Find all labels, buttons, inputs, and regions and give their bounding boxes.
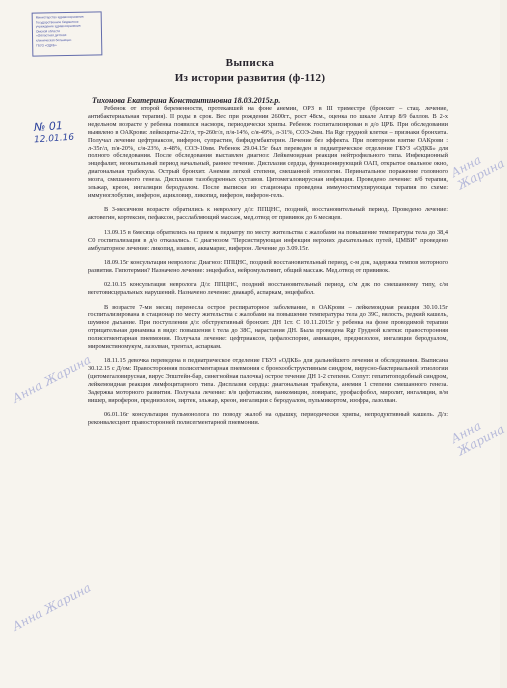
handwritten-date: 12.01.16 — [33, 132, 75, 146]
stamp-line: Министерство здравоохранения — [35, 14, 84, 20]
stamp-line: Омской области — [35, 28, 61, 34]
watermark: Анна Жарина — [9, 352, 94, 406]
stamp-line: ГБУЗ «ОДКБ» — [36, 42, 57, 48]
paragraph: 02.10.15 консультация невролога Д/з: ППЦНС, поздний восстановительный период, с/м дзк по смешанному типу, с/м вегетовисцеральных нарушений. Назначено лечение: диакарб, аспаркам, энцефабол. — [88, 281, 448, 297]
stamp-line: «Областная детская — [35, 33, 67, 38]
hospital-stamp — [32, 11, 103, 56]
paragraph: 18.11.15 девочка переведена в педиатрическое отделение ГБУЗ «ОДКБ» для дальнейшего лечения и обследования. Выписана 30.12.15 с Д/ом: Правосторонняя полисегментарная пневмония с бронхообструктивным синдром, вирусно-бактериальной этиологии (цитомегаловирусная, вирус Эпштейн-бар, синегнойная палочка) острое течение ДН 1-2 степени. Сопут: гепатитоподобный синдром, лейкемоидная реакция лимфоцитарного типа. Дисплазия сердца: диагональная трабекула, анемия 1 степени смешанного генеза. Задержка моторного развития. Получала лечение: в/в цефотаксим, ванкомицин, ловирапс, урофасфобол, миролит, ингаляции, в/м вишер, вироферон, преднизолон, зиртек, эльжар, креон, ингаляции с беродуалом, пульмикортом, изофра, лазолван. — [88, 357, 448, 404]
stamp-line: клиническая больница» — [36, 37, 72, 43]
paragraph: В возрасте 7-ми месяц перенесла острое респираторное заболевание, в ОАКрови – лейкемоидная реакция 30.10.15г госпитализирована в стационар по месту жительства с жалобами на повышение температуры тела до 39С, вялость, редкий кашель, шумное дыхание. При поступлении д/з: обструктивный бронхит. ДН 1ст. С 10.11.2015г у ребенка на фоне проводимой терапии отрицательная динамика в виде: повышения t тела до 38С, нарастания ДН. Была проведена Rgr Грудной клетки: правосторонняя полисегментарная пневмония. Получала лечение: цефтриаксон, цефалоспорин, амикацин, преднизолон, ингаляции беродуалом, миромистиномукум, лазолван, трентал, аспаркам. — [88, 303, 448, 351]
stamp-line: учреждение здравоохранения — [35, 23, 81, 29]
watermark: Анна Жарина — [448, 418, 507, 459]
document-subtitle: Из истории развития (ф-112) — [174, 72, 326, 84]
watermark: Анна Жарина — [448, 152, 507, 193]
patient-name: Тихонова Екатерина Константиновна 18.03.2015г.р. — [92, 96, 281, 105]
stamp-line: Государственное бюджетное — [35, 19, 79, 25]
paragraph: Ребенок от второй беременности, протекавшей на фоне анемии, ОРЗ в III триместре (бронхит – стац. лечение, антибактериальная терапия). II роды в срок. Вес при рождении 2600гг., рост 48см., оценка по шкале Апгар 8/9 баллов. В 2-х недельном возрасте у ребенка появился насморк, периодически хрипы. Ребенок госпитализирован в д/о ЦРБ. При обследовании выявлено в ОАКрови: лейкоциты-22г/л, тр-260г/л, п/я-14%, с/я-49%, л-31%, СОЭ-2мм. На Rgr грудной клетки – признаки бронхита. Получал лечение цефтриаксон, виферон, супрастин, бифидумбактерин. Лечение без эффекта. При повторном взятие ОАКрови : л-35г/л, п/я-20%, с/я-23%, л-48%, СОЭ-10мм. Ребенок 29.04.15г был переведен в педиатрическое отделение ГБУЗ «ОДКБ» для полного обследования. После обследования выставлен диагноз: Лейкемоидная реакция нейтрофильного типа. Инфекционный энцефалит, неонатальный период начальный, раннее течение. Дисплазия сердца, функционирующий ОАП, открытое овальное окно, диагональная трабекула. Острый бронхит. Анемия легкой степени, смешанной этиологии. Перинатальное поражение головного мозга, смешанного генеза. Дисплазия тазобедренных суставов. Цитомегаловирусная инфекция. Проведено лечение: в/б терапия, эльжар, креон, ингаляции беродуалом. После выписки из стационара проведена иммуностимулирующая терапия по схеме: иммуноглобулин, инферон, ацикловир, ликопид, виферон, виферон-гель. — [88, 105, 448, 199]
paragraph: 13.09.15 в 6месяца обратились на прием к педиатру по месту жительства с жалобами на повышение температуры тела до 38,4 С0 госпитализация в д/о отказались. С диагнозом "Персистирующая инфекция верхних дыхательных путей, ЦМВИ" проведено амбулаторное лечение: ликопид, изавин, аквамарис, виферон. Лечение до 3.09.15г. — [88, 228, 448, 252]
watermark: Анна Жарина — [9, 580, 94, 634]
document-body — [88, 105, 448, 428]
paragraph: В 3-месячном возрасте обратились к неврологу д/з: ППЦНС, поздний, восстановительный период. Проведено лечение: актовегин, кортексин, пефаксон, расслабляющий массаж, мед.отвод от прививок до 6 месяцев. — [88, 206, 448, 222]
document-title: Выписка — [225, 57, 275, 69]
paragraph: 18.09.15г консультация невролога: Диагноз: ППЦНС, поздний восстановительный период, с-м дзк, задержка темпов моторного развития. Гипотермия? Назначено лечение: энцефабол, нейромультивит, общий массаж. Мед.отвод от прививок. — [88, 258, 448, 274]
handwritten-number: № 01 — [33, 119, 64, 134]
paragraph: 06.01.16г консультация пульмонолога по поводу жалоб на одышку, периодически хрипы, непродуктивный кашель. Д/з: реконвалесцент правосторонней полисегментарной пневмонии. — [88, 411, 448, 427]
